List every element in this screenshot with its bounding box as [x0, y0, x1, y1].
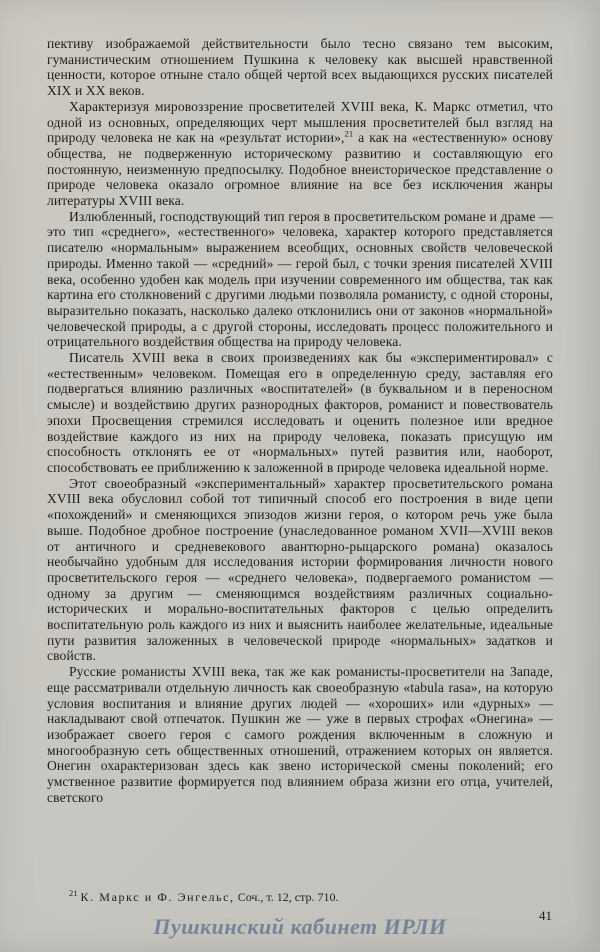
paragraph — [47, 99, 553, 209]
paragraph-text: Характеризуя мировоззрение просветителей XVIII века, К. Маркс отметил, что одной из основных, определяющих черт мышления просветителей был взгляд на природу человека не как на «результат истории», — [47, 98, 553, 146]
paragraph-text: а как на «естественную» основу общества, не подверженную историческому развитию и составляющую его постоянную, неизменную предпосылку. Подобное внеисторическое представление о природе человека оказало огромное влияние на все без исключения жанры литературы XVIII века. — [47, 130, 553, 209]
footnote-author-names: К. Маркс и Ф. Энгельс, — [80, 890, 235, 904]
paragraph: Писатель XVIII века в своих произведениях как бы «экспериментировал» с «естественным» человеком. Помещая его в определенную среду, заставляя его подвергаться влиянию различных «воспитателей» (в буквальном и в переносном смысле) и воздействию других разнородных факторов, романист и повествователь эпохи Просвещения стремился исследовать и оценить полезное или вредное воздействие каждого из них на природу человека, показать присущую им способность отклонять ее от «нормальных» путей развития или, наоборот, способствовать ее приближению к заложенной в природе человека идеальной норме. — [47, 350, 553, 475]
footnote-marker: 21 — [69, 888, 78, 898]
paragraph: Русские романисты XVIII века, так же как романисты-просветители на Западе, еще рассматривали отдельную личность как своеобразную «tabula rasa», на которую условия воспитания и влияние других людей — «хороших» или «дурных» — накладывают свой отпечаток. Пушкин же — уже в первых строфах «Онегина» — изображает своего героя с самого рождения включенным в сложную и многообразную сеть общественных отношений, отражением которых он является. Онегин охарактеризован здесь как звено исторической смены поколений; его умственное развитие формируется под влиянием образа жизни его отца, учителей, светского — [47, 664, 553, 805]
page-number: 41 — [539, 908, 552, 923]
page-text — [47, 36, 553, 805]
paragraph: пективу изображаемой действительности было тесно связано тем высоким, гуманистическим отношением Пушкина к человеку как высшей нравственной ценности, которое отныне стало общей чертой всех выдающихся русских писателей XIX и XX веков. — [47, 36, 553, 99]
paragraph: Излюбленный, господствующий тип героя в просветительском романе и драме — это тип «среднего», «естественного» человека, характер которого представляется писателю «нормальным» выражением всеобщих, основных свойств человеческой природы. Именно такой — «средний» — герой был, с точки зрения писателей XVIII века, особенно удобен как модель при изучении современного им общества, так как картина его столкновений с другими людьми позволяла романисту, с одной стороны, выразительно показать, насколько далеко отклонились они от законов «нормальной» человеческой природы, а с другой стороны, исследовать процесс положительного и отрицательного воздействия общества на природу человека. — [47, 208, 553, 350]
footnote-reference-marker: 21 — [344, 128, 354, 139]
paragraph: Этот своеобразный «экспериментальный» характер просветительского романа XVIII века обусловил собой тот типичный способ его построения в виде цепи «похождений» и сменяющихся эпизодов жизни героя, о котором речь уже была выше. Подобное дробное построение (унаследованное романом XVII—XVIII веков от античного и средневекового авантюрно-рыцарского романа) оказалось необычайно удобным для исследования истории формирования личности нового просветительского героя — «среднего человека», подвергаемого романистом — одному за другим — сменяющимся воздействиям различных социально-исторических и морально-воспитательных факторов с целью определить воспитательную роль каждого из них и выяснить наиболее желательные, идеальные пути развития заложенных в человеческой природе «нормальных» задатков и свойств. — [47, 475, 553, 664]
library-watermark: Пушкинский кабинет ИРЛИ — [153, 914, 447, 939]
footnote — [47, 890, 553, 904]
footnote-source-text: Соч., т. 12, стр. 710. — [234, 890, 339, 904]
